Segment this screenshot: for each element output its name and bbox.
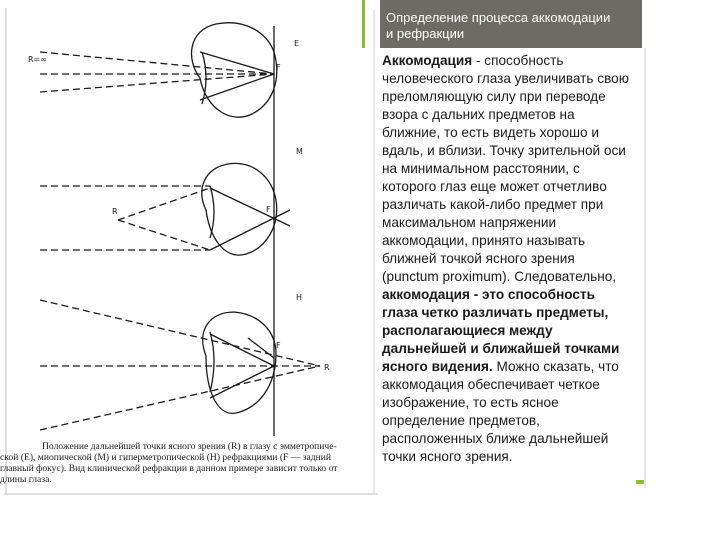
label-e: E	[294, 39, 300, 48]
body-line: дальнейшей и ближайшей точками	[382, 341, 620, 356]
label-r-h: R	[324, 363, 330, 372]
body-line: изображение, то есть ясное	[382, 395, 559, 410]
body-line: вдаль, и вблизи. Точку зрительной оси	[382, 143, 626, 158]
label-r-m: R	[112, 207, 118, 216]
body-line: ближние, то есть видеть хорошо и	[382, 125, 599, 140]
body-line: ближней точкой ясного зрения	[382, 251, 575, 266]
body-line: располагающиеся между	[382, 323, 553, 338]
body-line: (punctum proximum). Следовательно,	[382, 269, 617, 284]
body-line: преломляющую силу при переводе	[382, 89, 606, 104]
caption-line: ской (Е), миопической (М) и гиперметропической (Н) рефракциями (F — задний	[0, 452, 332, 463]
label-m: M	[296, 147, 303, 156]
caption-line: главный фокус). Вид клинической рефракции в данном примере зависит только от	[0, 463, 338, 474]
label-h: H	[296, 293, 303, 302]
body-line: различать какой-либо предмет при	[382, 197, 604, 212]
refraction-figure	[0, 0, 378, 496]
label-r-infinity: R=∞	[28, 55, 47, 64]
body-line: глаза четко различать предметы,	[382, 305, 609, 320]
body-line: Аккомодация - способность	[382, 53, 564, 68]
label-f-h: F	[276, 341, 281, 350]
caption-line: Положение дальнейшей точки ясного зрения (R) в глазу с эмметропиче-	[42, 441, 337, 452]
slide-title	[380, 0, 642, 48]
body-line: на минимальном расстоянии, с	[382, 161, 580, 176]
body-line: аккомодации, принято называть	[382, 233, 586, 248]
body-line: определение предметов,	[382, 413, 540, 428]
slide-title-line-2: и рефракции	[386, 26, 465, 41]
body-line: максимальном напряжении	[382, 215, 557, 230]
figure-caption	[0, 441, 376, 485]
accent-bar-horizontal	[636, 480, 644, 484]
eye-e	[192, 23, 277, 117]
caption-line: длины глаза.	[0, 474, 52, 485]
body-text	[382, 52, 662, 466]
body-line: аккомодация - это способность	[382, 287, 595, 302]
body-line: аккомодация обеспечивает четкое	[382, 377, 600, 392]
body-line: которого глаз еще может отчетливо	[382, 179, 607, 194]
body-line: взора с дальних предметов на	[382, 107, 575, 122]
body-line: расположенных ближе дальнейшей	[382, 431, 609, 446]
label-f-e: F	[276, 63, 281, 72]
body-line: точки ясного зрения.	[382, 449, 513, 464]
slide-title-line-1: Определение процесса аккомодации	[386, 10, 611, 25]
body-line: человеческого глаза увеличивать свою	[382, 71, 629, 86]
body-line: ясного видения. Можно сказать, что	[382, 359, 619, 374]
label-f-m: F	[266, 205, 271, 214]
